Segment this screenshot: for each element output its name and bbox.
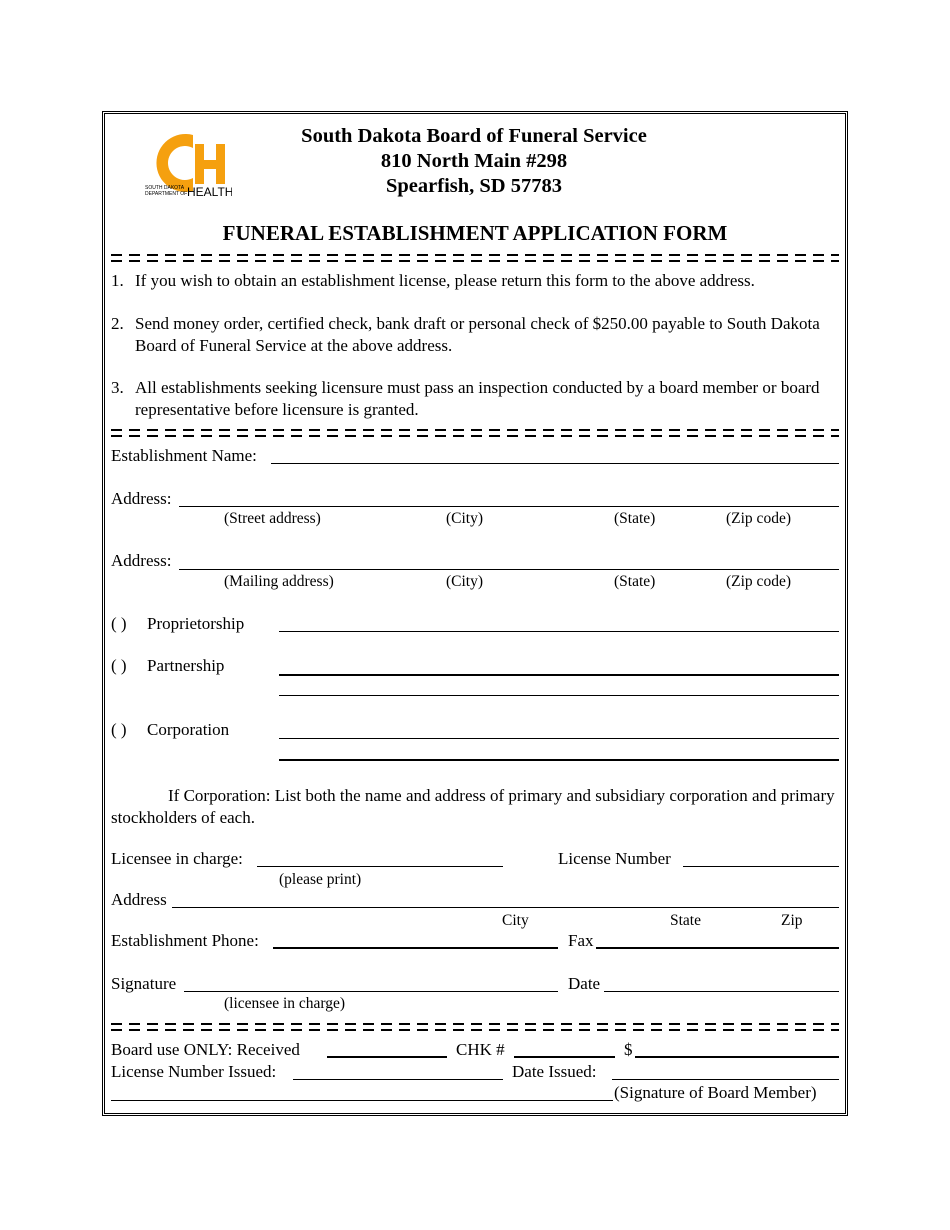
divider-double-dash — [111, 1021, 839, 1032]
instruction-1-number: 1. — [111, 271, 124, 290]
board-member-signature-field[interactable] — [111, 1100, 613, 1101]
licensee-city-caption: City — [502, 912, 529, 929]
instruction-2 — [111, 313, 843, 356]
org-street: 810 North Main #298 — [380, 150, 568, 172]
mailing-address-caption: (Mailing address) — [224, 573, 334, 590]
zip-caption: (Zip code) — [726, 510, 791, 527]
sd-health-logo — [142, 133, 232, 199]
fax-field[interactable] — [596, 947, 839, 949]
form-title: FUNERAL ESTABLISHMENT APPLICATION FORM — [222, 221, 728, 245]
board-use-received-label: Board use ONLY: Received — [111, 1040, 300, 1059]
divider-double-dash — [111, 252, 839, 263]
street-address-caption: (Street address) — [224, 510, 321, 527]
divider-double-dash — [111, 427, 839, 438]
instruction-3-number: 3. — [111, 378, 124, 397]
instruction-2-number: 2. — [111, 314, 124, 333]
org-name: South Dakota Board of Funeral Service — [301, 125, 647, 147]
corporation-checkbox[interactable]: ( ) — [111, 720, 127, 739]
establishment-phone-label: Establishment Phone: — [111, 931, 259, 950]
licensee-address-field[interactable] — [172, 907, 839, 908]
license-number-field[interactable] — [683, 866, 839, 867]
licensee-in-charge-field[interactable] — [257, 866, 503, 867]
please-print-caption: (please print) — [279, 871, 362, 888]
license-number-label: License Number — [558, 849, 671, 868]
instruction-2-text: Send money order, certified check, bank draft or personal check of $250.00 payable to South Dakota Board of Funeral Service at the above address. — [135, 314, 820, 355]
licensee-in-charge-caption: (licensee in charge) — [224, 995, 346, 1012]
establishment-name-field[interactable] — [271, 463, 839, 464]
date-issued-field[interactable] — [612, 1079, 839, 1080]
partnership-field-2[interactable] — [279, 695, 839, 696]
corporation-note: If Corporation: List both the name and address of primary and subsidiary corporation and primary stockholders of each. — [111, 786, 835, 827]
licensee-address-label: Address — [111, 890, 167, 909]
chk-label: CHK # — [456, 1040, 505, 1059]
licensee-state-caption: State — [670, 912, 701, 929]
state-caption: (State) — [614, 573, 656, 590]
dollar-label: $ — [624, 1040, 633, 1059]
amount-field[interactable] — [635, 1056, 839, 1058]
partnership-checkbox[interactable]: ( ) — [111, 656, 127, 675]
license-number-issued-field[interactable] — [293, 1079, 503, 1080]
mailing-address-label: Address: — [111, 551, 172, 570]
instruction-1 — [111, 270, 843, 292]
chk-field[interactable] — [514, 1056, 615, 1058]
date-issued-label: Date Issued: — [512, 1062, 597, 1081]
date-field[interactable] — [604, 991, 839, 992]
corporation-field-2[interactable] — [279, 759, 839, 761]
partnership-field-1[interactable] — [279, 674, 839, 676]
partnership-label: Partnership — [147, 656, 225, 675]
signature-field[interactable] — [184, 991, 558, 992]
date-label: Date — [568, 974, 601, 993]
signature-label: Signature — [111, 974, 177, 993]
proprietorship-checkbox[interactable]: ( ) — [111, 614, 127, 633]
city-caption: (City) — [446, 573, 484, 590]
logo-line2: DEPARTMENT OF — [145, 191, 188, 197]
received-field[interactable] — [327, 1056, 447, 1058]
fax-label: Fax — [568, 931, 594, 950]
corporation-label: Corporation — [147, 720, 230, 739]
establishment-name-label: Establishment Name: — [111, 446, 257, 465]
licensee-in-charge-label: Licensee in charge: — [111, 849, 243, 868]
establishment-phone-field[interactable] — [273, 947, 558, 949]
instruction-3 — [111, 377, 843, 420]
licensee-zip-caption: Zip — [781, 912, 803, 929]
instruction-1-text: If you wish to obtain an establishment license, please return this form to the above address. — [135, 271, 755, 290]
mailing-address-field[interactable] — [179, 569, 839, 570]
street-address-label: Address: — [111, 489, 172, 508]
org-city: Spearfish, SD 57783 — [386, 175, 562, 197]
street-address-field[interactable] — [179, 506, 839, 507]
board-member-signature-caption: (Signature of Board Member) — [614, 1083, 817, 1102]
corporation-field-1[interactable] — [279, 738, 839, 739]
proprietorship-label: Proprietorship — [147, 614, 245, 633]
proprietorship-field[interactable] — [279, 631, 839, 632]
instruction-3-text: All establishments seeking licensure must pass an inspection conducted by a board member or board representative before licensure is granted. — [135, 378, 820, 419]
logo-line1: SOUTH DAKOTA — [145, 185, 185, 191]
logo-h-bar — [198, 160, 221, 169]
logo-word: HEALTH — [187, 185, 232, 199]
zip-caption: (Zip code) — [726, 573, 791, 590]
health-logo-icon — [142, 133, 232, 199]
license-number-issued-label: License Number Issued: — [111, 1062, 277, 1081]
logo-c-shape — [156, 134, 193, 192]
city-caption: (City) — [446, 510, 484, 527]
state-caption: (State) — [614, 510, 656, 527]
